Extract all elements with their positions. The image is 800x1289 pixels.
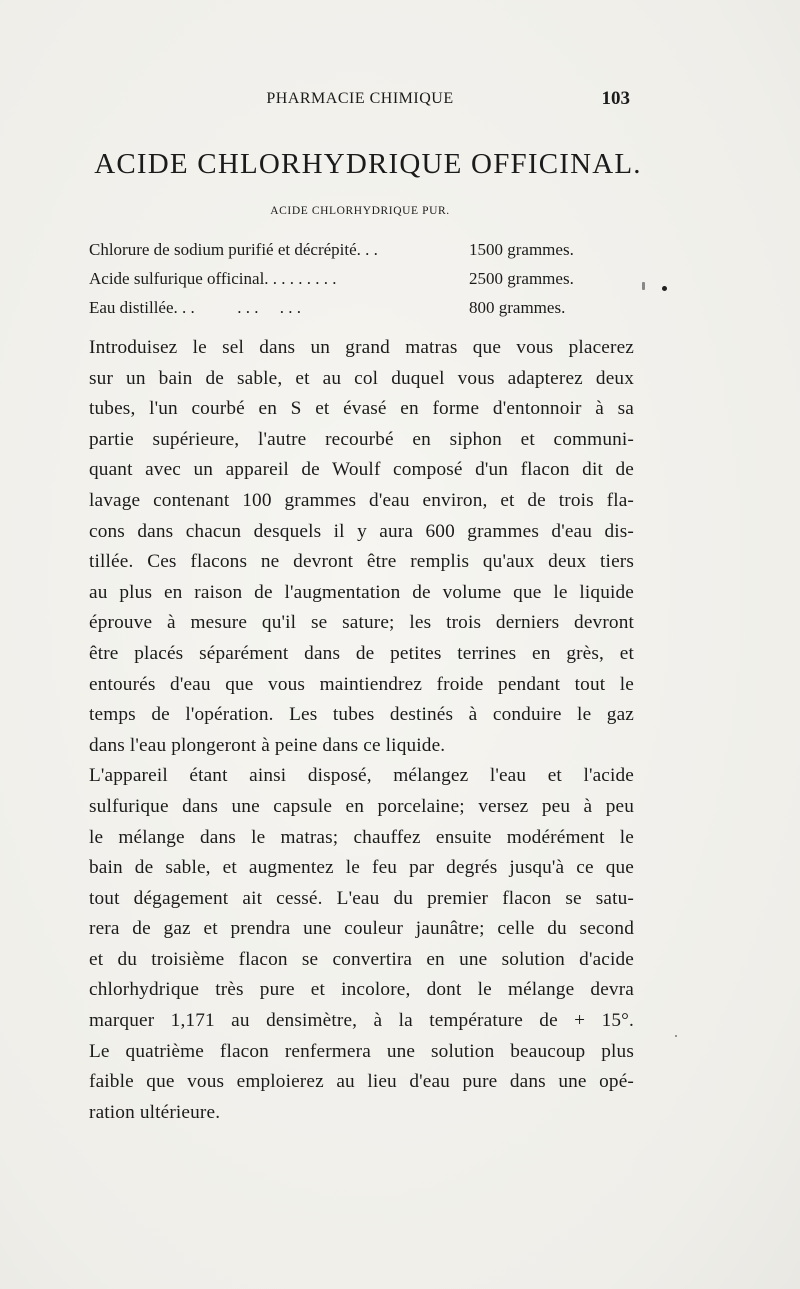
text-line: bain de sable, et augmentez le feu par degrés jusqu'à ce que <box>89 857 634 879</box>
text-line: Introduisez le sel dans un grand matras que vous placerez <box>89 337 634 358</box>
ink-speck <box>642 282 645 290</box>
text-line: quant avec un appareil de Woulf composé d'un flacon dit de <box>89 459 634 481</box>
text-line: au plus en raison de l'augmentation de volume que le liquide <box>89 581 634 603</box>
text-line: chlorhydrique très pure et incolore, dont le mélange devra <box>89 979 634 1001</box>
text-line: marquer 1,171 au densimètre, à la température de + 15°. <box>89 1010 634 1032</box>
text-line: tillée. Ces flacons ne devront être remplis qu'aux deux tiers <box>89 551 634 573</box>
text-line: et du troisième flacon se convertira en une solution d'acide <box>89 948 634 970</box>
text-line: lavage contenant 100 grammes d'eau environ, et de trois fla- <box>89 489 634 511</box>
paragraph-1 <box>89 333 634 761</box>
ink-speck <box>662 286 667 291</box>
text-line: éprouve à mesure qu'il se sature; les trois derniers devront <box>89 612 634 634</box>
text-line: entourés d'eau que vous maintiendrez froide pendant tout le <box>89 673 634 695</box>
recipe-item <box>89 264 634 293</box>
running-title: PHARMACIE CHIMIQUE <box>266 90 454 107</box>
section-subtitle: ACIDE CHLORHYDRIQUE PUR. <box>270 205 450 217</box>
text-line: tubes, l'un courbé en S et évasé en forme d'entonnoir à sa <box>89 398 634 420</box>
text-line: partie supérieure, l'autre recourbé en siphon et communi- <box>89 428 634 450</box>
recipe-quantity: 1500 grammes. <box>469 240 574 259</box>
text-line: cons dans chacun desquels il y aura 600 grammes d'eau dis- <box>89 520 634 542</box>
text-line: rera de gaz et prendra une couleur jaunâtre; celle du second <box>89 918 634 940</box>
text-line: ration ultérieure. <box>89 1101 221 1123</box>
recipe-item <box>89 235 634 264</box>
body-text <box>89 333 634 1128</box>
recipe-item <box>89 293 634 322</box>
text-line: Le quatrième flacon renfermera une solution beaucoup plus <box>89 1040 634 1062</box>
recipe-quantity: 2500 grammes. <box>469 269 574 288</box>
page-number: 103 <box>601 88 630 109</box>
running-head <box>90 88 630 112</box>
text-line: être placés séparément dans de petites terrines en grès, et <box>89 642 634 664</box>
text-line: dans l'eau plongeront à peine dans ce liquide. <box>89 734 446 756</box>
recipe-list <box>89 235 634 322</box>
text-line: temps de l'opération. Les tubes destinés à conduire le gaz <box>89 704 634 726</box>
recipe-ingredient: Eau distillée. . . . . . . . . <box>89 298 302 317</box>
recipe-ingredient: Acide sulfurique officinal. . . . . . . . . <box>89 269 337 288</box>
text-line: le mélange dans le matras; chauffez ensuite modérément le <box>89 826 634 848</box>
paragraph-2 <box>89 761 634 1128</box>
chapter-title: ACIDE CHLORHYDRIQUE OFFICINAL. <box>94 148 642 180</box>
recipe-ingredient: Chlorure de sodium purifié et décrépité. . . <box>89 240 378 259</box>
text-line: sur un bain de sable, et au col duquel vous adapterez deux <box>89 367 634 389</box>
text-line: faible que vous emploierez au lieu d'eau pure dans une opé- <box>89 1071 634 1093</box>
text-line: L'appareil étant ainsi disposé, mélangez l'eau et l'acide <box>89 765 634 787</box>
text-line: sulfurique dans une capsule en porcelaine; versez peu à peu <box>89 795 634 817</box>
text-line: tout dégagement ait cessé. L'eau du premier flacon se satu- <box>89 887 634 909</box>
recipe-quantity: 800 grammes. <box>469 298 566 317</box>
ink-speck <box>675 1035 677 1037</box>
